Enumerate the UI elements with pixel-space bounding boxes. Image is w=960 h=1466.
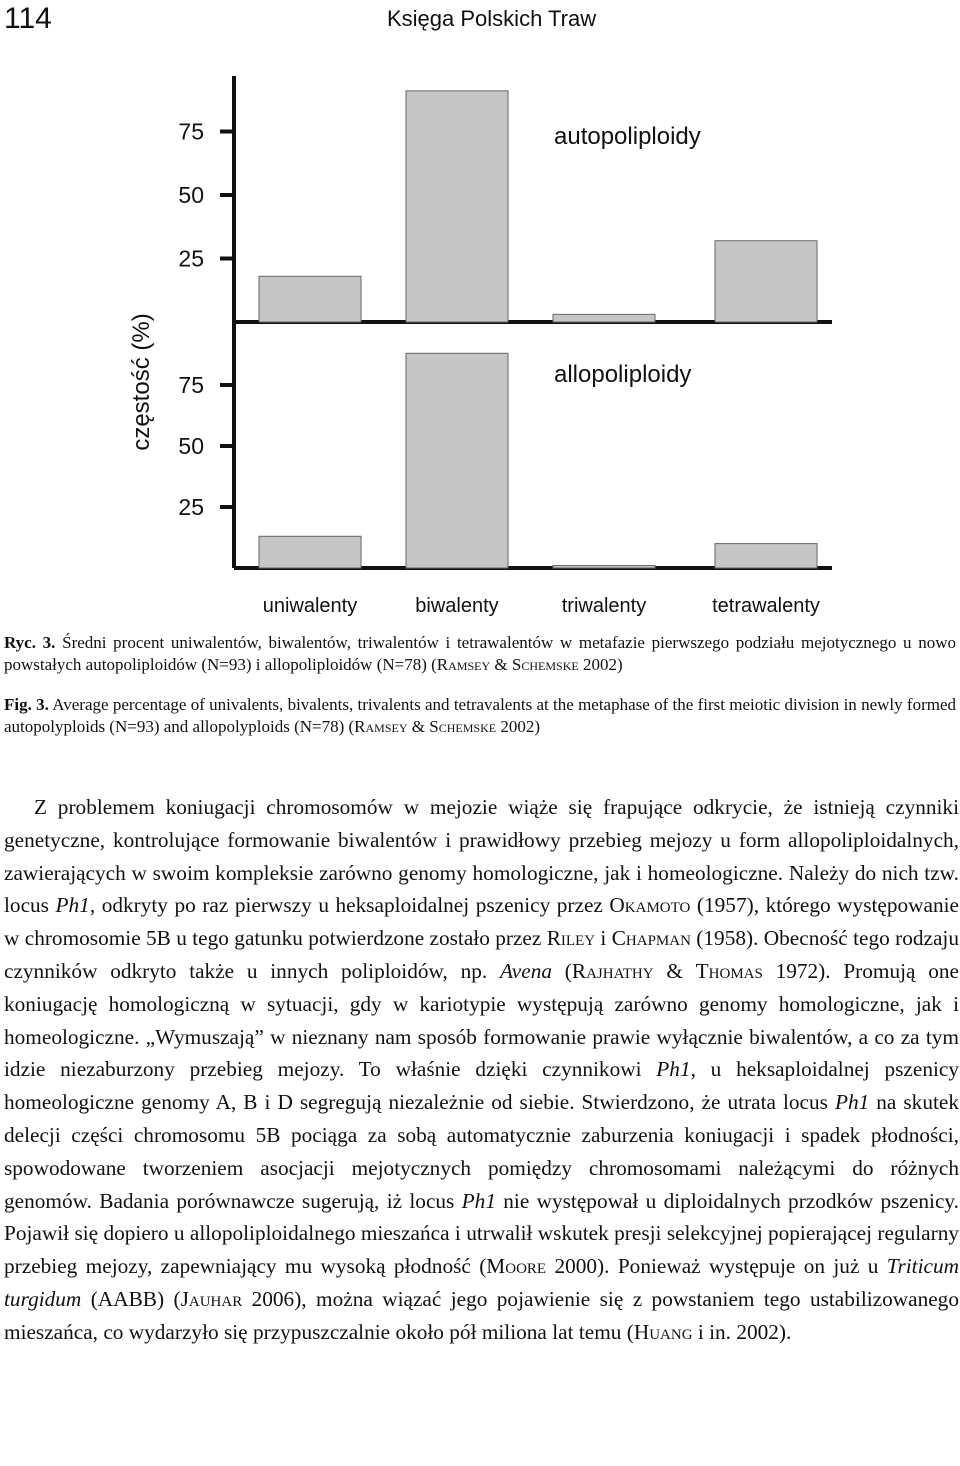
caption-text: 2002) [578,655,623,674]
bar-tetrawalenty [715,241,817,322]
chart-title: allopoliploidy [554,361,692,388]
caption-author: Ramsey [354,717,408,736]
text-run: (1958). Obecność tego rodzaju czynników odkryto także u innych poliploidów, np. [4,926,959,983]
citation-author: Huang [633,1319,693,1344]
text-run: (1957), którego występowanie w chromosomie 5B u tego gatunku potwierdzone zostało przez [4,893,960,951]
y-tick-label: 75 [178,118,204,145]
caption-text: & [407,717,430,736]
text-run: i in. 2002). [692,1319,792,1344]
bar-uniwalenty [259,276,361,322]
bar-tetrawalenty [715,544,817,568]
text-run: , odkryty po raz pierwszy u heksaploidalnej pszenicy przez [89,893,610,918]
page-header [0,0,960,40]
caption-author: Schemske [511,655,579,674]
caption-text: & [490,655,512,674]
bar-biwalenty [406,91,508,322]
page-number: 114 [4,2,52,35]
citation-author: Moore [486,1254,547,1279]
y-tick-label: 50 [178,433,204,459]
y-axis-label: częstość (%) [128,313,155,451]
citation-author: Chapman [611,926,691,951]
taxon-name: Triticum turgidum [4,1254,959,1311]
text-run: , u heksaploidalnej pszenicy homeologiczne genomy A, B i D segregują niezależnie od siebie. Stwierdzono, że utrata locus [4,1057,959,1115]
caption-label: Ryc. 3. [4,633,56,652]
figure-caption-polish [4,632,956,676]
x-tick-label: uniwalenty [262,595,358,617]
text-run: & [653,958,696,983]
running-title: Księga Polskich Traw [387,6,597,31]
bar-triwalenty [553,566,655,568]
text-run: na skutek delecji części chromosomu 5B pociąga za sobą automatycznie zaburzenia koniugacji i spadek płodności, spowodowane tworzeniem asocjacji mejotycznych pomiędzy chromosomami należącymi do różnych genomów. Badania porównawcze sugerują, iż locus [4,1090,959,1213]
bar-biwalenty [406,353,508,568]
text-run: i [595,926,612,951]
text-run: ( [552,958,572,983]
text-run: (AABB) ( [81,1286,181,1311]
x-tick-label: biwalenty [415,595,499,617]
chart-title: autopoliploidy [554,123,701,150]
body-text [4,791,959,1349]
y-tick-label: 25 [178,494,204,520]
text-run: Z problemem koniugacji chromosomów w mejozie wiąże się frapujące odkrycie, że istnieją czynniki genetyczne, kontrolujące formowanie biwalentów i prawidłowy przebieg mejozy u form allopoliploidalnych, zawierających w swoim kompleksie zarówno genomy homologiczne, jak i homeologiczne. Należy do nich tzw. locus [4,795,959,918]
citation-author: Riley [546,926,596,951]
y-tick-label: 50 [178,182,204,208]
text-run: 2006), można wiązać jego pojawienie się z powstaniem tego ustabilizowanego mieszańca, co wydarzyło się przypuszczalnie około pół miliona lat temu ( [4,1286,959,1344]
bar-chart-figure [0,60,960,630]
caption-label: Fig. 3. [4,695,49,714]
x-tick-label: tetrawalenty [712,595,820,617]
caption-text: 2002) [496,717,540,736]
gene-name: Ph1 [55,893,90,918]
text-run: nie występował u diploidalnych przodków pszenicy. Pojawił się dopiero u allopoliploidalnego mieszańca i utrwalił wskutek presji selekcyjnej popierającej regularny przebieg mejozy, zapewniający mu wysoką płodność ( [4,1188,959,1279]
y-tick-label: 75 [178,372,204,398]
citation-author: Thomas [695,958,763,983]
caption-text: Average percentage of univalents, bivalents, trivalents and tetravalents at the metaphase of the first meiotic division in newly formed autopolyploids (N=93) and allopolyploids (N=78) ( [4,695,956,736]
citation-author: Jauhar [180,1286,243,1311]
gene-name: Ph1 [834,1090,870,1115]
caption-author: Ramsey [436,655,491,674]
citation-author: Okamoto [609,893,691,918]
gene-name: Ph1 [656,1057,691,1082]
text-run: 2000). Ponieważ występuje on już u [546,1254,887,1279]
figure [0,60,960,630]
y-tick-label: 25 [178,245,204,272]
x-tick-label: triwalenty [561,595,647,617]
text-run: 1972). Promują one koniugację homologiczną w sytuacji, gdy w kariotypie występują zarówno genomy homologiczne, jak i homeologiczne. „Wymuszają” w nieznany nam sposób formowanie prawie wyłącznie biwalentów, a co za tym idzie niezaburzony przebieg mejozy. To właśnie dzięki czynnikowi [4,958,959,1082]
caption-author: Schemske [429,717,497,736]
figure-caption-english [4,694,956,738]
bar-uniwalenty [259,536,361,568]
bar-triwalenty [553,314,655,322]
gene-name: Ph1 [461,1188,496,1213]
caption-text: Średni procent uniwalentów, biwalentów, triwalentów i tetrawalentów w metafazie pierwszego podziału mejotycznego u nowo powstałych autopoliploidów (N=93) i allopoliploidów (N=78) ( [4,633,956,674]
citation-author: Rajhathy [571,958,654,983]
taxon-name: Avena [499,958,553,983]
body-paragraph [4,791,959,1349]
